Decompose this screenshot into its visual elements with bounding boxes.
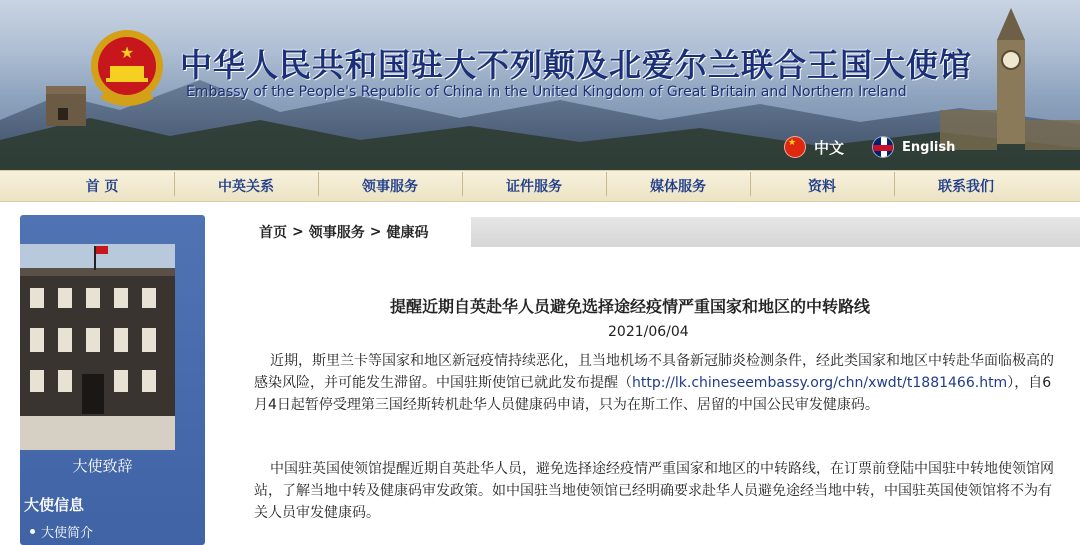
nav-consular-services[interactable]: 领事服务: [318, 176, 462, 196]
breadcrumb-current[interactable]: 健康码: [386, 225, 429, 241]
nav-contact-us[interactable]: 联系我们: [894, 176, 1038, 196]
breadcrumb-bar: [223, 217, 1080, 247]
language-english-label: English: [902, 139, 956, 155]
breadcrumb-home[interactable]: 首页: [259, 225, 287, 241]
site-title-english: Embassy of the People's Republic of China in the United Kingdom of Great Britain and Northern Ireland: [186, 84, 907, 100]
nav-china-uk-relations[interactable]: 中英关系: [174, 176, 318, 196]
main-navigation: [0, 170, 1080, 202]
article-paragraph-1: [254, 350, 1064, 416]
header-banner: [0, 0, 1080, 170]
article-paragraph-2: [254, 458, 1064, 524]
breadcrumb: [223, 217, 471, 247]
breadcrumb-consular[interactable]: 领事服务: [308, 225, 365, 241]
breadcrumb-separator: >: [292, 224, 304, 240]
ambassador-bio-label: 大使简介: [41, 526, 94, 541]
paragraph-2-text: 中国驻英国使领馆提醒近期自英赴华人员，避免选择途经疫情严重国家和地区的中转路线，在订票前登陆中国驻中转地使领馆网站，了解当地中转及健康码审发政策。如中国驻当地使领馆已经明确要求赴华人员避免途经当地中转，中国驻英国使领馆将不为有关人员审发健康码。: [254, 461, 1054, 521]
paragraph-1-text-a: 近期，斯里兰卡等国家和地区新冠疫情持续恶化，且当地机场不具备新冠肺炎检测条件，经此类国家和地区中转赴华面临极高的感染风险，并可能发生滞留。中国驻斯使馆已就此发布提醒（: [254, 353, 1054, 391]
national-emblem-icon: [88, 28, 166, 108]
breadcrumb-separator: >: [369, 224, 382, 240]
nav-media-services[interactable]: 媒体服务: [606, 176, 750, 196]
ambassador-speech-link[interactable]: 大使致辞: [72, 457, 133, 475]
embassy-notice-link[interactable]: http://lk.chineseembassy.org/chn/xwdt/t1881466.htm: [632, 375, 1008, 391]
ambassador-bio-link[interactable]: [30, 522, 93, 541]
nav-home[interactable]: 首 页: [85, 179, 119, 195]
nav-document-services[interactable]: 证件服务: [462, 176, 606, 196]
site-title-chinese: 中华人民共和国驻大不列颠及北爱尔兰联合王国大使馆: [180, 46, 973, 84]
article-title: 提醒近期自英赴华人员避免选择途经疫情严重国家和地区的中转路线: [390, 297, 871, 316]
svg-text:★: ★: [119, 43, 135, 62]
nav-resources[interactable]: 资料: [750, 176, 894, 196]
article-date: 2021/06/04: [608, 324, 689, 340]
china-flag-icon: [784, 136, 806, 158]
embassy-building-photo: [20, 244, 175, 450]
language-english-link[interactable]: [872, 136, 955, 158]
ambassador-info-heading: 大使信息: [24, 496, 85, 514]
bullet-icon: [30, 529, 35, 534]
paragraph-1-text-b: ），自6月4日起暂停受理第三国经斯转机赴华人员健康码申请，只为在斯工作、居留的中国公民审发健康码。: [254, 375, 1052, 413]
language-chinese-link[interactable]: [784, 136, 844, 158]
uk-flag-icon: [872, 136, 894, 158]
sidebar: [20, 215, 205, 545]
language-chinese-label: 中文: [814, 138, 845, 157]
